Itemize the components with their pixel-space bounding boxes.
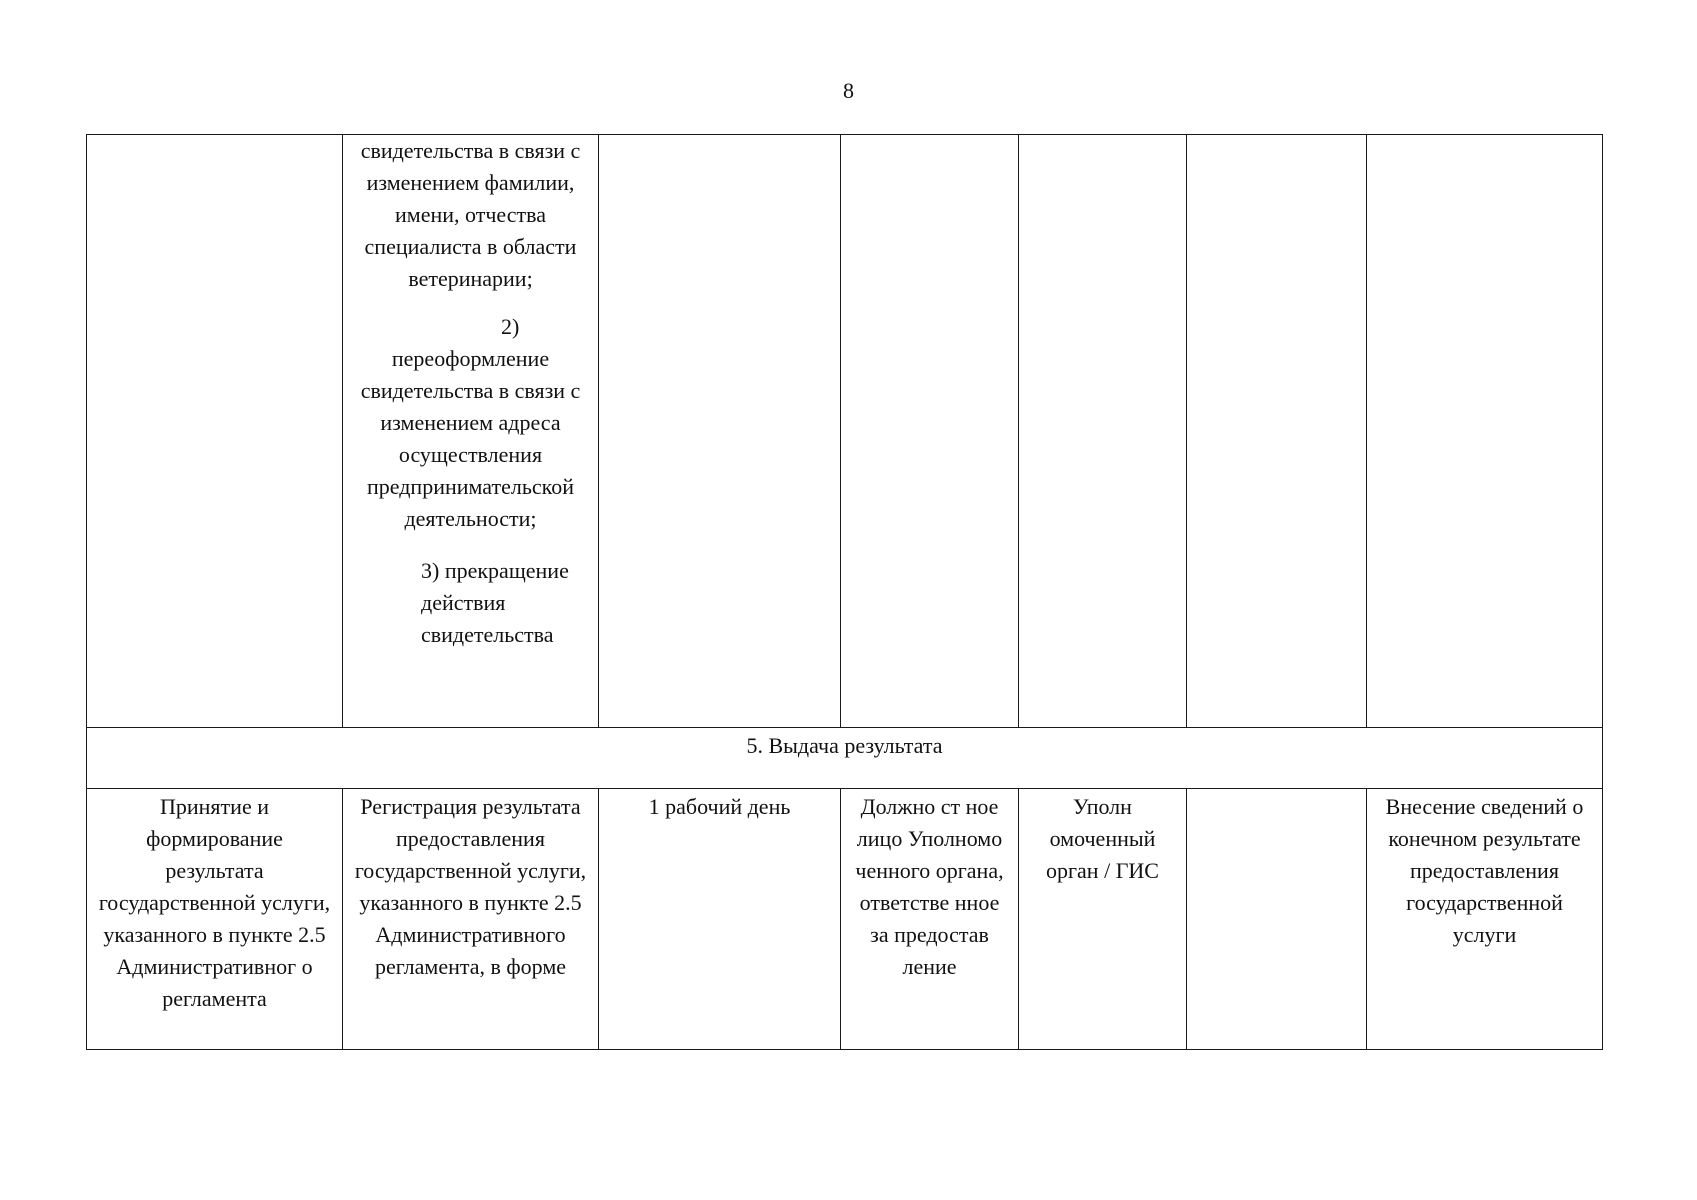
item2-number: 2): [501, 314, 520, 339]
cell-place: Уполн омоченный орган / ГИС: [1019, 789, 1187, 1050]
item3-text: 3) прекращение действия свидетельства: [421, 558, 569, 647]
cell-empty: [87, 135, 343, 728]
cell-responsible: Должно ст ное лицо Уполномо ченного органа, ответстве нное за предостав ление: [841, 789, 1019, 1050]
cell-result: Внесение сведений о конечном результате предоставления государственной услуги: [1367, 789, 1603, 1050]
cell-continuation-text: [343, 135, 599, 728]
cell-empty: [841, 135, 1019, 728]
table-row-continuation: [87, 135, 1603, 728]
cell-empty: [1367, 135, 1603, 728]
table-row-result: [87, 789, 1603, 1050]
cell-empty: [1019, 135, 1187, 728]
cell-registration: Регистрация результата предоставления государственной услуги, указанного в пункте 2.5 Административного регламента, в форме: [343, 789, 599, 1050]
item2-text: переоформление свидетельства в связи с изменением адреса осуществления предпринимательской деятельности;: [360, 346, 581, 531]
cell-empty: [599, 135, 841, 728]
process-table: [86, 134, 1603, 1050]
cell-duration: 1 рабочий день: [599, 789, 841, 1050]
cell-empty: [1187, 135, 1367, 728]
page-number: 8: [843, 78, 854, 103]
cell-criteria: [1187, 789, 1367, 1050]
section-heading: 5. Выдача результата: [87, 728, 1603, 789]
table-row-section: [87, 728, 1603, 789]
cell-action: Принятие и формирование результата государственной услуги, указанного в пункте 2.5 Административног о регламента: [87, 789, 343, 1050]
item1-tail-text: свидетельства в связи с изменением фамилии, имени, отчества специалиста в области ветеринарии;: [360, 138, 581, 291]
